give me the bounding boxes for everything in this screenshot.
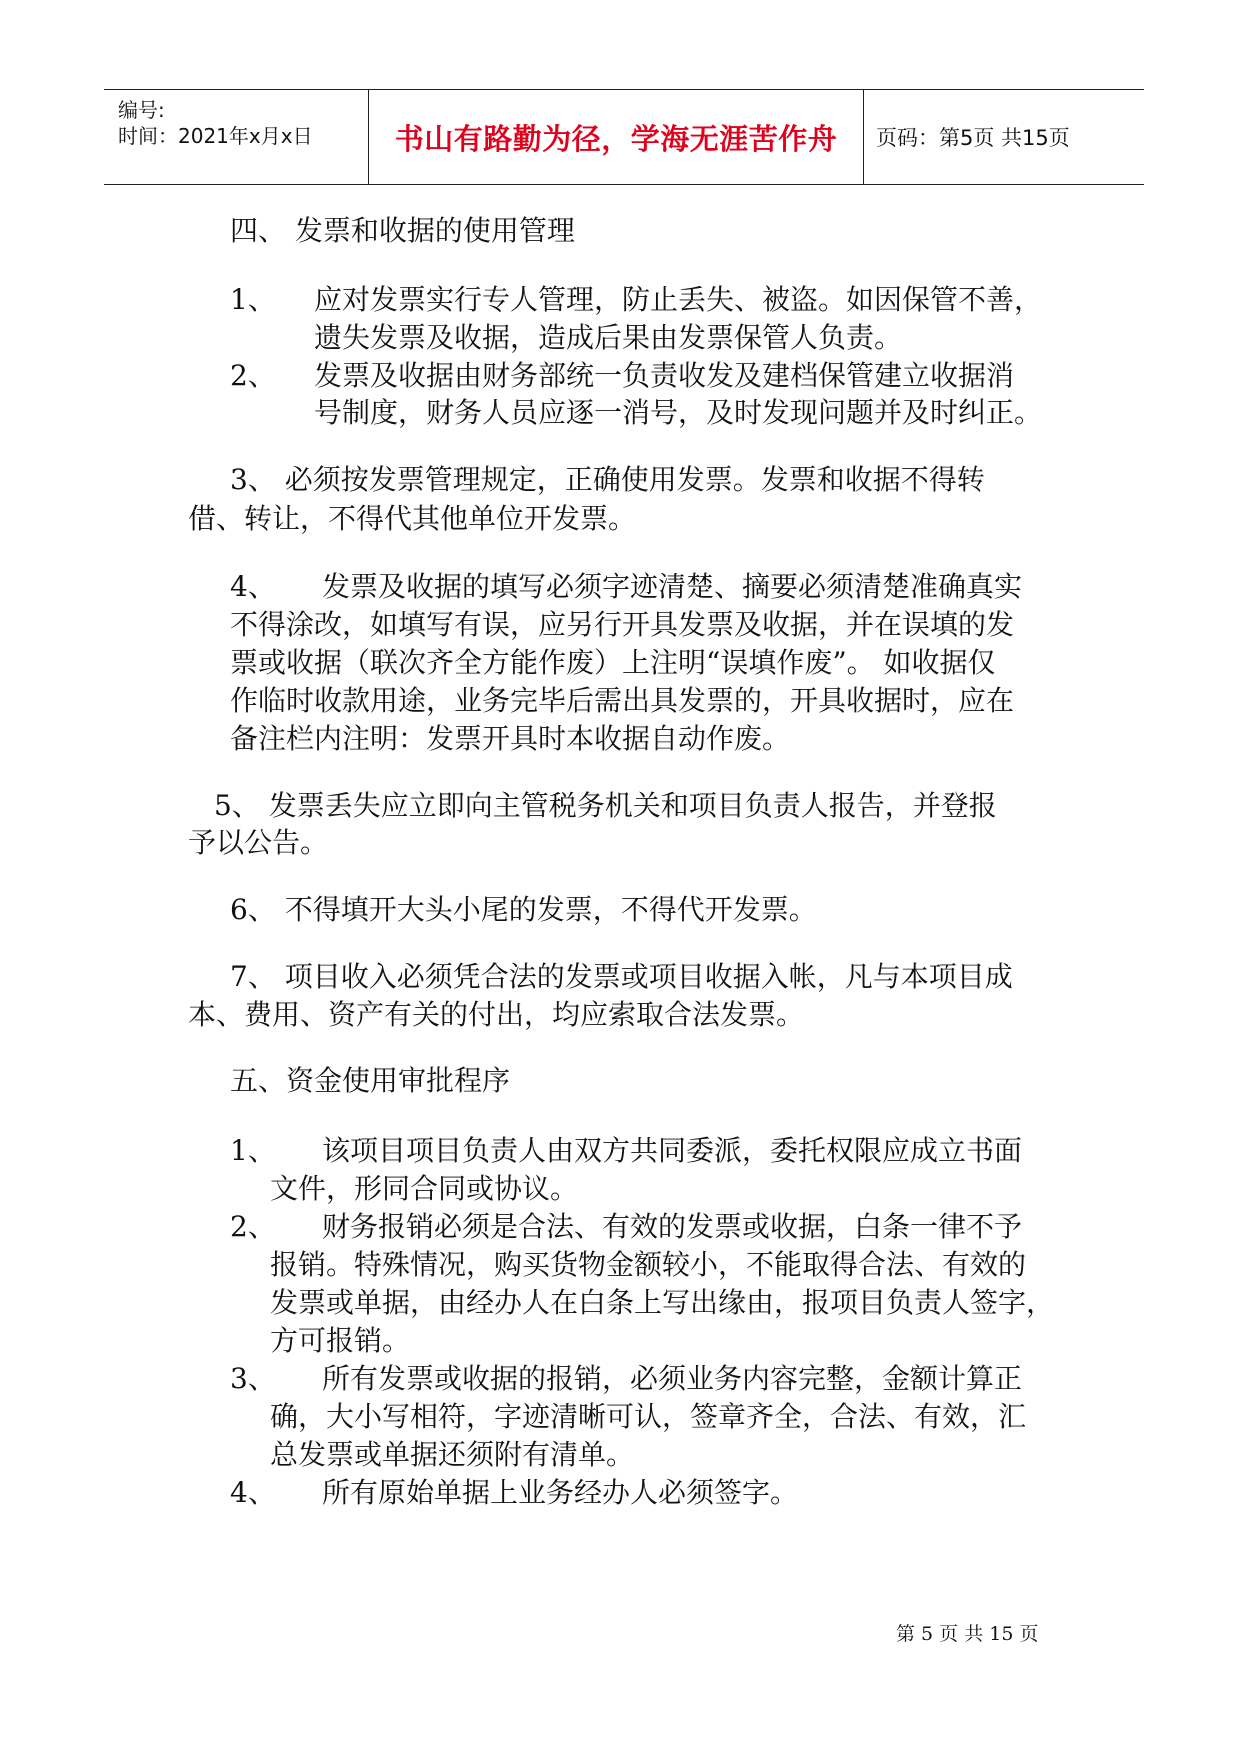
item-number: 1、 [230, 283, 276, 316]
paragraph-line: 发票及收据由财务部统一负责收发及建档保管建立收据消 [314, 359, 1015, 392]
document-number-label: 编号: [118, 98, 165, 122]
item-number: 3、 [230, 1362, 276, 1395]
section-title: 五、资金使用审批程序 [230, 1064, 511, 1097]
item-number: 2、 [230, 1210, 276, 1243]
paragraph-line: 确，大小写相符，字迹清晰可认，签章齐全，合法、有效，汇 [270, 1400, 1027, 1433]
paragraph-line: 财务报销必须是合法、有效的发票或收据，白条一律不予 [322, 1210, 1023, 1243]
paragraph-line: 所有发票或收据的报销，必须业务内容完整，金额计算正 [322, 1362, 1023, 1395]
item-number: 1、 [230, 1134, 276, 1167]
item-number: 4、 [230, 570, 276, 603]
paragraph-line: 发票或单据，由经办人在白条上写出缘由，报项目负责人签字， [270, 1286, 1055, 1319]
header-page-cell [864, 90, 1144, 184]
page-footer: 第 5 页 共 15 页 [896, 1623, 1039, 1645]
page-header [104, 89, 1144, 185]
paragraph-line: 5、 发票丢失应立即向主管税务机关和项目负责人报告，并登报 [214, 789, 997, 822]
paragraph-line: 方可报销。 [270, 1324, 411, 1357]
paragraph-line: 应对发票实行专人管理，防止丢失、被盗。如因保管不善， [314, 283, 1043, 316]
section-title: 四、 发票和收据的使用管理 [230, 214, 575, 247]
paragraph-line: 总发票或单据还须附有清单。 [270, 1438, 635, 1471]
paragraph-line: 予以公告。 [188, 826, 329, 859]
paragraph-line: 票或收据（联次齐全方能作废）上注明“误填作废”。 如收据仅 [230, 646, 996, 679]
item-number: 4、 [230, 1476, 276, 1509]
paragraph-line: 借、转让，不得代其他单位开发票。 [188, 502, 637, 535]
paragraph-line: 所有原始单据上业务经办人必须签字。 [322, 1476, 799, 1509]
paragraph-line: 6、 不得填开大头小尾的发票，不得代开发票。 [230, 893, 817, 926]
paragraph-line: 遗失发票及收据，造成后果由发票保管人负责。 [314, 321, 903, 354]
document-time-label: 时间：2021年x月x日 [118, 124, 313, 148]
paragraph-line: 本、费用、资产有关的付出，均应索取合法发票。 [188, 998, 805, 1031]
paragraph-line: 备注栏内注明：发票开具时本收据自动作废。 [230, 722, 791, 755]
item-number: 2、 [230, 359, 276, 392]
paragraph-line: 该项目项目负责人由双方共同委派，委托权限应成立书面 [322, 1134, 1023, 1167]
paragraph-line: 文件，形同合同或协议。 [270, 1172, 579, 1205]
header-info-cell [104, 90, 367, 184]
paragraph-line: 3、 必须按发票管理规定，正确使用发票。发票和收据不得转 [230, 463, 985, 496]
header-page-code: 页码：第5页 共15页 [876, 126, 1070, 150]
paragraph-line: 报销。特殊情况，购买货物金额较小，不能取得合法、有效的 [270, 1248, 1027, 1281]
paragraph-line: 发票及收据的填写必须字迹清楚、摘要必须清楚准确真实 [322, 570, 1023, 603]
paragraph-line: 作临时收款用途，业务完毕后需出具发票的，开具收据时，应在 [230, 684, 1015, 717]
paragraph-line: 7、 项目收入必须凭合法的发票或项目收据入帐，凡与本项目成 [230, 960, 1013, 993]
header-motto-cell [368, 90, 864, 184]
paragraph-line: 不得涂改，如填写有误，应另行开具发票及收据，并在误填的发 [230, 608, 1015, 641]
header-motto: 书山有路勤为径，学海无涯苦作舟 [394, 121, 838, 156]
paragraph-line: 号制度，财务人员应逐一消号，及时发现问题并及时纠正。 [314, 396, 1043, 429]
